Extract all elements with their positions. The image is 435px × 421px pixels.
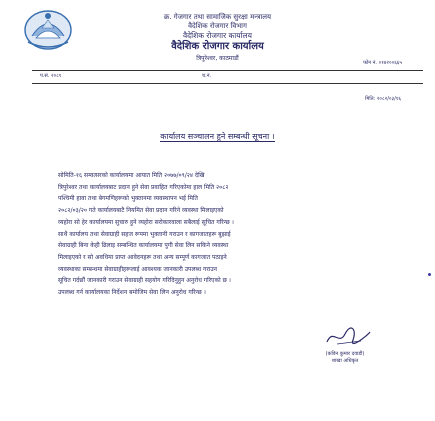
signatory-block: [300, 351, 390, 365]
margin-dot: [428, 273, 431, 276]
header-rule-bottom: [32, 83, 423, 84]
body-line: २०८२/०३/२० गते कार्यालयबाटै नियमित सेवा प्रदान गरिने व्यवस्था मिलाइएको: [58, 207, 224, 215]
body-line: साथै कार्यालय तथा सेवाग्राही सहज रूपमा भुक्तानी गराउन र कागजातहरू बुझाई: [58, 230, 231, 238]
body-line: व्यहोरा सो हेर कार्यालयमा सुचारु हुने व्यहोरा सरोकारवाला सबैलाई सूचित गरिन्छ ।: [58, 218, 234, 226]
phone-number: फोन नं. ०१४२००६६५: [363, 60, 402, 66]
body-line: सूचित गर्दछौं जानकारी गराउन सेवाग्राही सहयोग गरिदिनुहुन अनुरोध गरिएको छ ।: [58, 277, 231, 285]
body-line: त्रिपुरेश्वर तथा कार्यालयबाट प्रदान हुने सेवा प्रवाहित गरिएकोमा हाल मिति २०८२: [58, 183, 229, 191]
patra-sankhya: प.सं. २०८१: [40, 73, 62, 79]
body-line: व्यवस्थाका सम्बन्धमा सेवाग्राहीहरूलाई आवश्यक जानकारी उपलब्ध गराउन: [58, 265, 217, 273]
office-address: त्रिपुरेश्वर, काठमाडौं: [196, 55, 239, 62]
department-name: वैदेशिक रोजगार विभाग: [188, 22, 247, 30]
signature: [323, 326, 373, 348]
header-rule-top: [32, 70, 423, 71]
signatory-title: शाखा अधिकृत: [331, 358, 359, 364]
office-subtitle: वैदेशिक रोजगार कार्यालय: [183, 31, 252, 40]
reference-row: [32, 72, 423, 82]
body-line: सोमिति-१६ सम्वत्सरको कार्यालयमा आयात मिति २०७७/०९/२४ देखि: [58, 172, 205, 179]
body-line: उपलब्ध गर्न कार्यालयका निर्देशन बमोजिम सेवा लिन अनुरोध गरिन्छ ।: [58, 289, 206, 297]
body-line: पश्चिमी हावा तथा बेगमणिहरूको भुक्तानमा व्यवस्थापन भई मिति: [58, 195, 198, 203]
letter-date: मिति: २०८२/०३/१६: [365, 96, 401, 102]
chalani-number: च.नं.: [202, 73, 212, 79]
ministry-name: क्र. गेजगार तथा सामाजिक सुरक्षा मन्त्रालय: [163, 13, 272, 21]
subject-text: कार्यालय सञ्चालन हुने सम्बन्धी सूचना ।: [160, 132, 275, 141]
notice-body: [58, 170, 378, 299]
subject-line: [0, 131, 435, 142]
signatory-name: (कविन कुमार दवाडी): [325, 351, 365, 357]
office-name: वैदेशिक रोजगार कार्यालय: [171, 41, 264, 52]
body-line: सेवाग्राही बिना केही ढिलाइ सम्बन्धित कार्यालयमा पुगी सेवा लिन सकिने व्यवस्था: [58, 242, 229, 250]
body-line: मिलाइएको र सो अवधिमा प्राप्त आवेदनहरू तथा अन्य सम्पूर्ण कागजात पठाइने: [58, 253, 227, 261]
